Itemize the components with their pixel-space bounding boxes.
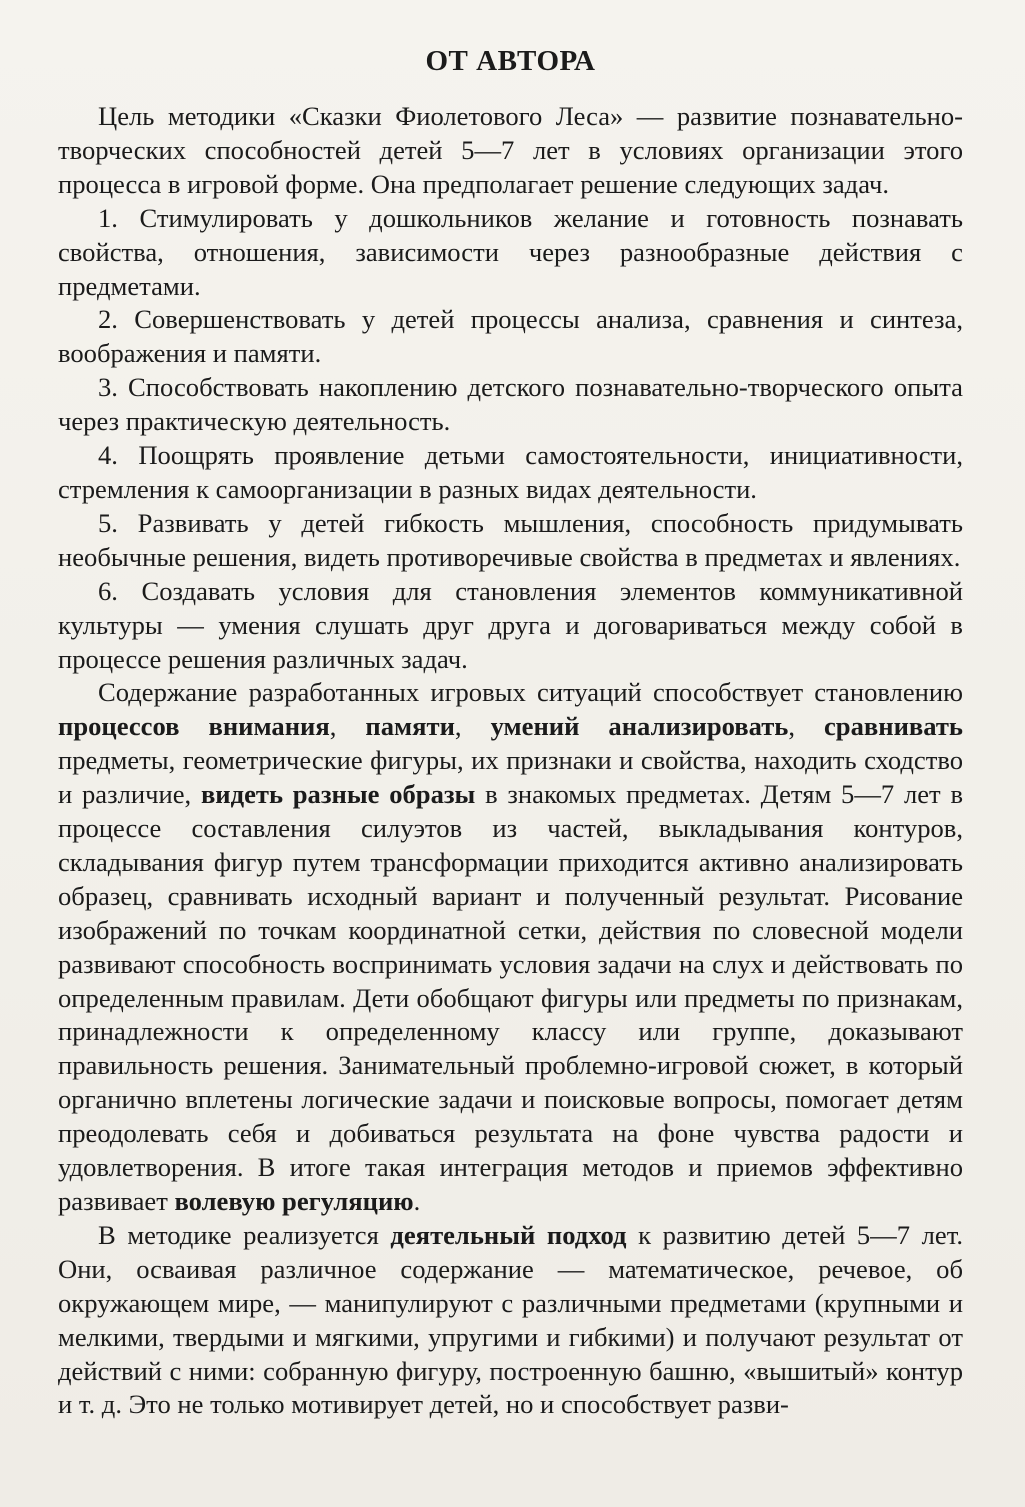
- emphasis: сравнивать: [824, 711, 963, 742]
- task-item: 1. Стимулировать у дошкольников желание и готовность познавать свойства, отношения, зависимости через разнообразные действия с предметами.: [58, 202, 963, 301]
- page-title: ОТ АВТОРА: [425, 45, 596, 77]
- emphasis: процессов внимания: [58, 711, 330, 742]
- emphasis: деятельный подход: [390, 1219, 627, 1250]
- emphasis: умений анализировать: [490, 711, 789, 742]
- emphasis: памяти: [365, 711, 455, 742]
- content-paragraph: Содержание разработанных игровых ситуаций способствует становлению процессов внимания, памяти, умений анализировать, сравнивать предметы, геометрические фигуры, их признаки и свойства, находить сходство и различие, видеть разные образы в знакомых предметах. Детям 5—7 лет в процессе составления силуэтов из частей, выкладывания контуров, складывания фигур путем трансформации приходится активно анализировать образец, сравнивать исходный вариант и полученный результат. Рисование изображений по точкам координатной сетки, действия по словесной модели развивают способность воспринимать условия задачи на слух и действовать по определенным правилам. Дети обобщают фигуры или предметы по признакам, принадлежности к определенному классу или группе, доказывают правильность решения. Занимательный проблемно-игровой сюжет, в который органично вплетены логические задачи и поисковые вопросы, помогает детям преодолевать себя и добиваться результата на фоне чувства радости и удовлетворения. В итоге такая интеграция методов и приемов эффективно развивает волевую регуляцию.: [58, 677, 963, 1216]
- task-item: 4. Поощрять проявление детьми самостоятельности, инициативности, стремления к самоорганизации в разных видах деятельности.: [58, 440, 963, 504]
- task-item: 6. Создавать условия для становления элементов коммуникативной культуры — умения слушать друг друга и договариваться между собой в процессе решения различных задач.: [58, 575, 963, 674]
- body-text: [58, 100, 963, 1422]
- emphasis: видеть разные образы: [200, 779, 476, 810]
- task-item: 5. Развивать у детей гибкость мышления, способность придумывать необычные решения, видеть противоречивые свойства в предметах и явлениях.: [58, 507, 963, 572]
- task-item: 2. Совершенствовать у детей процессы анализа, сравнения и синтеза, воображения и памяти.: [58, 304, 963, 369]
- method-paragraph: В методике реализуется деятельный подход к развитию детей 5—7 лет. Они, осваивая различное содержание — математическое, речевое, об окружающем мире, — манипулируют с различными предметами (крупными и мелкими, твердыми и мягкими, упругими и гибкими) и получают результат от действий с ними: собранную фигуру, построенную башню, «вышитый» контур и т. д. Это не только мотивирует детей, но и способствует разви-: [58, 1219, 964, 1420]
- intro-paragraph: Цель методики «Сказки Фиолетового Леса» — развитие познавательно-творческих способностей детей 5—7 лет в условиях организации этого процесса в игровой форме. Она предполагает решение следующих задач.: [58, 101, 963, 199]
- task-item: 3. Способствовать накоплению детского познавательно-творческого опыта через практическую деятельность.: [58, 372, 963, 437]
- emphasis: волевую регуляцию: [174, 1186, 414, 1216]
